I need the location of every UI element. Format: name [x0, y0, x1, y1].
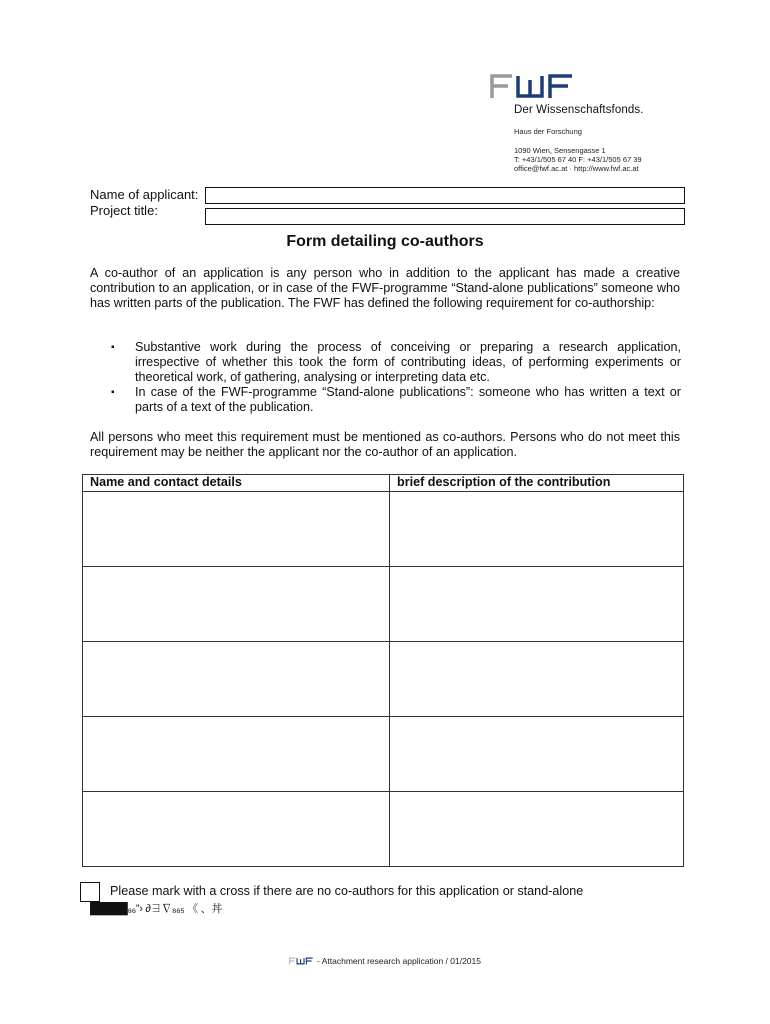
contribution-cell[interactable]	[390, 492, 684, 567]
contribution-cell[interactable]	[390, 567, 684, 642]
header-name-contact: Name and contact details	[83, 475, 390, 492]
name-contact-cell[interactable]	[83, 567, 390, 642]
fwf-footer-logo-icon	[289, 956, 315, 966]
table-header-row	[83, 475, 684, 492]
project-title-field[interactable]	[205, 208, 685, 225]
name-contact-cell[interactable]	[83, 492, 390, 567]
table-row	[83, 792, 684, 867]
project-title-label: Project title:	[90, 203, 158, 218]
header-contribution: brief description of the contribution	[390, 475, 684, 492]
bullet-text: Substantive work during the process of conceiving or preparing a research application, irrespective of whether this took the form of contributing ideas, of performing experiments or theoretical work, of gathering, analysing or interpreting data etc.	[135, 340, 681, 384]
footer-text: - Attachment research application / 01/2015	[317, 956, 481, 966]
table-row	[83, 492, 684, 567]
no-coauthors-label: Please mark with a cross if there are no co-authors for this application or stand-alone	[110, 884, 584, 898]
name-contact-cell[interactable]	[83, 642, 390, 717]
table-row	[83, 717, 684, 792]
bullet-text: In case of the FWF-programme “Stand-alone publications”: someone who has written a text or parts of a text of the publication.	[135, 385, 681, 414]
name-contact-cell[interactable]	[83, 717, 390, 792]
contribution-cell[interactable]	[390, 642, 684, 717]
contribution-cell[interactable]	[390, 792, 684, 867]
org-name: Der Wissenschaftsfonds.	[514, 104, 644, 116]
name-contact-cell[interactable]	[83, 792, 390, 867]
table-row	[83, 642, 684, 717]
address-line: 1090 Wien, Sensengasse 1	[514, 146, 606, 155]
fwf-logo	[490, 72, 580, 100]
bullet-icon: ▪	[111, 387, 115, 398]
no-coauthors-checkbox[interactable]	[80, 882, 100, 902]
footer	[0, 956, 770, 966]
garbled-text: █████₈₆”› ∂∃∇₈₆₅ 《 、丼	[90, 903, 223, 915]
address-line: Haus der Forschung	[514, 127, 582, 136]
coauthor-table	[82, 474, 684, 867]
intro-paragraph: A co-author of an application is any person who in addition to the applicant has made a creative contribution to an application, or in case of the FWF-programme “Stand-alone publications” someone who has written parts of the publication. The FWF has defined the following requirement for co-authorship:	[90, 266, 680, 310]
applicant-name-field[interactable]	[205, 187, 685, 204]
applicant-label: Name of applicant:	[90, 187, 199, 202]
form-title: Form detailing co-authors	[286, 233, 484, 250]
bullet-icon: ▪	[111, 342, 115, 353]
address-line: T: +43/1/505 67 40 F: +43/1/505 67 39	[514, 155, 642, 164]
table-row	[83, 567, 684, 642]
contribution-cell[interactable]	[390, 717, 684, 792]
address-line: office@fwf.ac.at · http://www.fwf.ac.at	[514, 164, 639, 173]
closing-paragraph: All persons who meet this requirement must be mentioned as co-authors. Persons who do not meet this requirement may be neither the applicant nor the co-author of an application.	[90, 430, 680, 459]
